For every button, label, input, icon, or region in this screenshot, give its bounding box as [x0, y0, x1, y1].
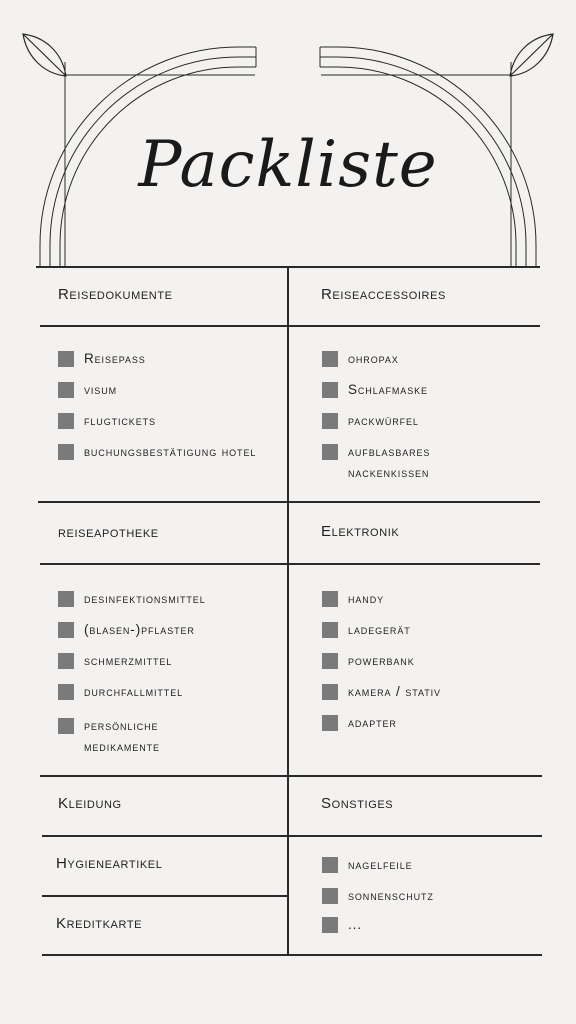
divider	[40, 775, 542, 777]
checkbox-icon[interactable]	[322, 917, 338, 933]
checkbox-icon[interactable]	[322, 888, 338, 904]
checkbox-icon[interactable]	[58, 718, 74, 734]
heading-hygieneartikel: Hygieneartikel	[56, 855, 163, 872]
item-label: Reisepass	[84, 351, 146, 366]
heading-elektronik: Elektronik	[321, 523, 400, 540]
item-label: buchungsbestätigung hotel	[84, 444, 257, 459]
checklist-item[interactable]	[322, 715, 397, 733]
checklist-item[interactable]	[322, 917, 362, 935]
item-label: visum	[84, 382, 118, 397]
item-label: aufblasbares nackenkissen	[348, 444, 431, 480]
item-label: adapter	[348, 715, 397, 730]
page-title: Packliste	[138, 128, 438, 202]
checklist-item[interactable]	[322, 653, 415, 671]
checkbox-icon[interactable]	[322, 444, 338, 460]
checklist-item[interactable]	[58, 444, 274, 462]
item-label: ...	[348, 917, 362, 932]
heading-reiseapotheke: reiseapotheke	[58, 524, 159, 541]
checkbox-icon[interactable]	[322, 653, 338, 669]
checkbox-icon[interactable]	[322, 382, 338, 398]
checklist-item[interactable]	[322, 351, 399, 369]
heading-reiseaccessoires: Reiseaccessoires	[321, 286, 446, 303]
checkbox-icon[interactable]	[58, 444, 74, 460]
checkbox-icon[interactable]	[322, 591, 338, 607]
checklist-item[interactable]	[322, 857, 413, 875]
item-label: powerbank	[348, 653, 415, 668]
checkbox-icon[interactable]	[322, 857, 338, 873]
checkbox-icon[interactable]	[322, 684, 338, 700]
checklist-item[interactable]	[322, 888, 434, 906]
item-label: kamera / stativ	[348, 684, 441, 699]
checklist-item[interactable]	[58, 718, 214, 757]
checkbox-icon[interactable]	[58, 684, 74, 700]
checkbox-icon[interactable]	[322, 622, 338, 638]
heading-kleidung: Kleidung	[58, 795, 122, 812]
checklist-item[interactable]	[58, 382, 117, 400]
item-label: (blasen-)pflaster	[84, 622, 195, 637]
checkbox-icon[interactable]	[58, 591, 74, 607]
item-label: schmerzmittel	[84, 653, 173, 668]
checklist-item[interactable]	[322, 684, 441, 702]
checkbox-icon[interactable]	[58, 382, 74, 398]
checklist-item[interactable]	[58, 684, 183, 702]
divider	[42, 954, 542, 956]
item-label: sonnenschutz	[348, 888, 434, 903]
heading-kreditkarte: Kreditkarte	[56, 915, 143, 932]
checklist-item[interactable]	[322, 591, 384, 609]
checkbox-icon[interactable]	[322, 413, 338, 429]
checklist-item[interactable]	[322, 622, 411, 640]
divider	[38, 501, 540, 503]
item-label: ladegerät	[348, 622, 411, 637]
divider	[42, 835, 542, 837]
heading-reisedokumente: Reisedokumente	[58, 286, 173, 303]
divider	[42, 895, 288, 897]
checkbox-icon[interactable]	[322, 351, 338, 367]
checkbox-icon[interactable]	[322, 715, 338, 731]
leaf-icon	[510, 34, 553, 76]
column-divider	[287, 268, 289, 954]
checkbox-icon[interactable]	[58, 413, 74, 429]
checkbox-icon[interactable]	[58, 622, 74, 638]
checklist-item[interactable]	[58, 351, 146, 369]
item-label: durchfallmittel	[84, 684, 184, 699]
item-label: persönliche medikamente	[84, 718, 160, 754]
checklist-item[interactable]	[58, 653, 172, 671]
divider	[40, 325, 540, 327]
checklist-item[interactable]	[58, 413, 156, 431]
checkbox-icon[interactable]	[58, 653, 74, 669]
leaf-icon	[23, 34, 66, 76]
item-label: flugtickets	[84, 413, 156, 428]
divider	[40, 563, 540, 565]
item-label: handy	[348, 591, 385, 606]
item-label: packwürfel	[348, 413, 419, 428]
item-label: nagelfeile	[348, 857, 413, 872]
checklist-item[interactable]	[322, 382, 428, 400]
checkbox-icon[interactable]	[58, 351, 74, 367]
heading-sonstiges: Sonstiges	[321, 795, 394, 812]
checklist-item[interactable]	[58, 591, 206, 609]
checklist-item[interactable]	[322, 413, 419, 431]
item-label: Schlafmaske	[348, 382, 428, 397]
checklist-item[interactable]	[58, 622, 195, 640]
item-label: desinfektionsmittel	[84, 591, 206, 606]
item-label: ohropax	[348, 351, 399, 366]
checklist-item[interactable]	[322, 444, 498, 483]
